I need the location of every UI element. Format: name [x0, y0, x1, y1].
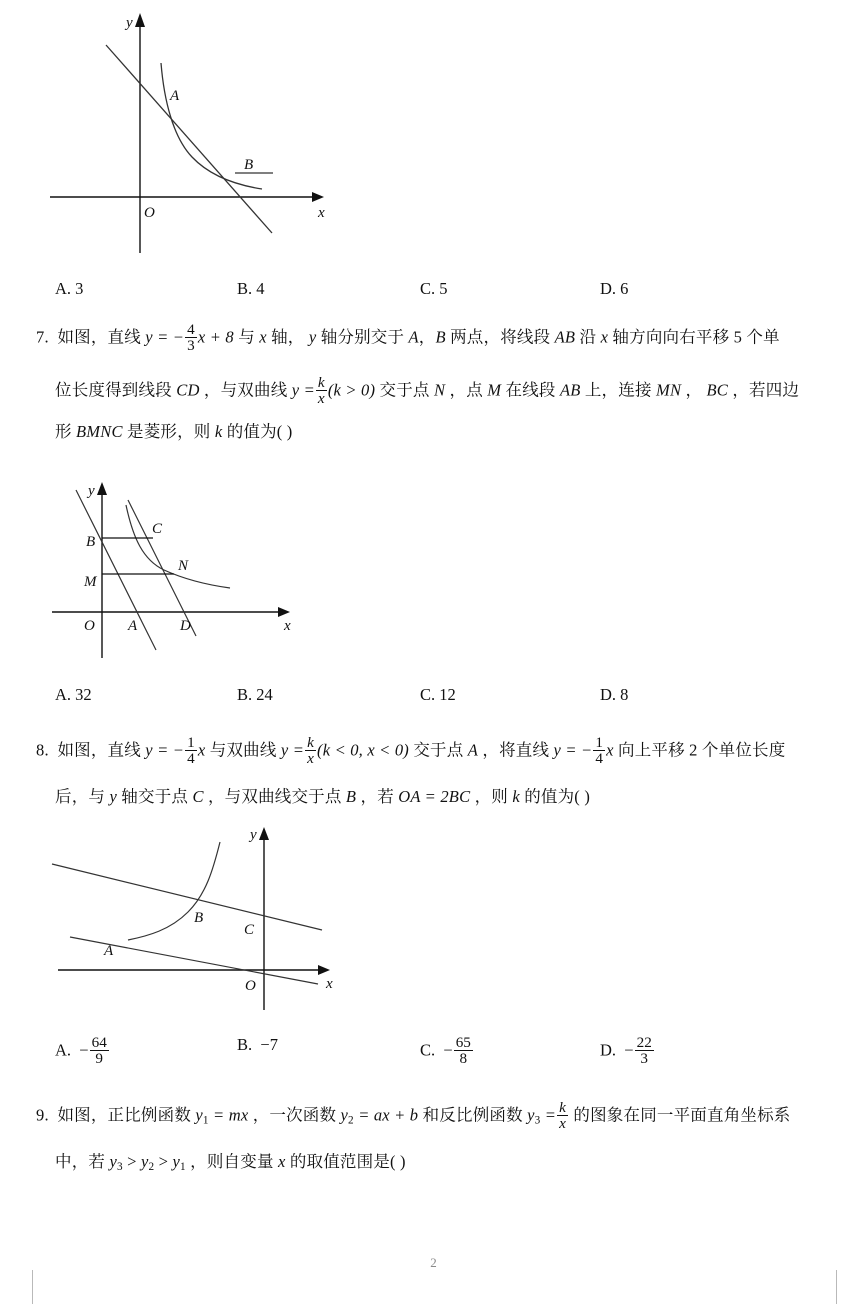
q9-l2-y2: y	[140, 1152, 149, 1171]
question-9-line-2	[55, 1150, 406, 1176]
option-q8-b-label: B.	[237, 1035, 253, 1054]
option-q6-c[interactable]	[420, 279, 448, 299]
question-8-number: 8.	[36, 740, 49, 760]
q9-l1-eq1: = mx	[213, 1105, 249, 1125]
q9-l2-text-a: 中，若	[55, 1152, 106, 1171]
origin-label: O	[84, 618, 95, 634]
q7-l3-k: k	[214, 422, 223, 441]
option-q8-d[interactable]	[600, 1035, 655, 1067]
q8-l1-eq2-lead: y =	[280, 740, 305, 760]
q7-l2-text-d: ，点	[449, 380, 483, 400]
option-q8-d-fraction	[635, 1035, 654, 1067]
q7-l1-eq-lead: y = −	[145, 327, 185, 347]
q8-l1-text-a: 如图，直线	[57, 740, 141, 760]
q8-l2-relation: OA = 2BC	[398, 787, 471, 806]
point-label-b: B	[244, 157, 254, 173]
options-row-q8	[55, 1035, 845, 1075]
x-axis-arrowhead	[312, 192, 324, 202]
q9-l1-text-c: 和反比例函数	[422, 1105, 523, 1125]
point-label-c: C	[244, 922, 255, 938]
option-q7-c-label: C.	[420, 685, 436, 704]
option-q7-a-label: A.	[55, 685, 72, 704]
point-label-m: M	[84, 574, 97, 590]
y-axis-arrowhead	[97, 482, 107, 495]
q7-l1-text-d: 轴分别交于	[320, 327, 405, 347]
option-q8-b-value: −7	[260, 1035, 278, 1054]
q9-l1-eq3-den: x	[559, 1115, 567, 1133]
q9-l2-text-c: 的取值范围是( )	[289, 1152, 406, 1171]
point-label-a: A	[170, 88, 180, 104]
q7-l1-eq-tail: x + 8	[197, 327, 234, 347]
option-q7-c[interactable]	[420, 685, 456, 705]
q7-l2-text-a: 位长度得到线段	[55, 380, 172, 400]
option-q6-b[interactable]	[237, 279, 265, 299]
q7-l2-ab: AB	[559, 380, 581, 400]
option-q8-a-den: 9	[90, 1050, 109, 1066]
point-label-d: D	[180, 618, 191, 634]
option-q7-a-value: 32	[75, 685, 92, 704]
q7-l1-x: x	[259, 327, 267, 347]
q7-l2-frac-num: k	[317, 374, 325, 391]
q9-l1-eq3-num: k	[559, 1099, 567, 1116]
crop-mark-left	[32, 1270, 33, 1304]
q8-l1-eq3-num: 1	[595, 734, 604, 751]
option-q6-c-value: 5	[439, 279, 448, 298]
x-axis-label: x	[284, 618, 291, 634]
x-axis-label: x	[326, 976, 333, 992]
q9-l2-text-b: ，则自变量	[190, 1152, 274, 1171]
option-q8-d-sign: −	[624, 1040, 634, 1060]
option-q8-d-den: 3	[635, 1050, 654, 1066]
q8-l1-text-c: 交于点	[413, 740, 464, 760]
q9-l2-y1: y	[172, 1152, 180, 1171]
y-axis-label: y	[250, 827, 257, 843]
q9-l1-text-a: 如图，正比例函数	[57, 1105, 192, 1125]
figure-q7	[40, 470, 310, 660]
q7-l2-text-h: ，若四边	[732, 380, 800, 400]
q9-l2-gt2: >	[158, 1152, 169, 1171]
q9-l2-y2-sub: 2	[148, 1161, 155, 1174]
q9-l1-y1-sub: 1	[202, 1114, 209, 1127]
option-q6-b-value: 4	[256, 279, 265, 298]
option-q8-d-num: 22	[636, 1034, 652, 1051]
option-q8-a-fraction	[90, 1035, 109, 1067]
q8-l2-point-b: B	[345, 787, 357, 806]
x-axis-label: x	[318, 205, 325, 221]
option-q6-c-label: C.	[420, 279, 436, 298]
q7-l3-text-c: 的值为( )	[226, 422, 293, 441]
q7-l3-text-b: 是菱形，则	[127, 422, 211, 441]
q9-l1-y2-sub: 2	[348, 1114, 354, 1127]
point-label-b: B	[194, 910, 204, 926]
q7-l1-comma: ，	[418, 327, 436, 347]
question-8-line-2	[55, 785, 590, 810]
q8-l2-text-f: 的值为( )	[524, 787, 591, 806]
option-q7-c-value: 12	[439, 685, 456, 704]
option-q6-d-label: D.	[600, 279, 617, 298]
q9-l1-eq3-lead: =	[544, 1105, 557, 1125]
q7-l1-text-f: 沿	[579, 327, 597, 347]
y-axis-label: y	[126, 15, 133, 31]
figure-q6	[40, 5, 330, 255]
q9-l1-y2: y	[340, 1105, 349, 1125]
crop-mark-right	[836, 1270, 837, 1304]
q9-l2-x: x	[277, 1152, 286, 1171]
q7-l2-text-g: ，	[685, 380, 703, 400]
option-q7-b-label: B.	[237, 685, 253, 704]
origin-label: O	[144, 205, 155, 221]
q7-l1-frac-num: 4	[187, 321, 195, 338]
option-q6-a-label: A.	[55, 279, 72, 298]
point-label-b: B	[86, 534, 96, 550]
q8-l2-text-d: ，若	[360, 787, 394, 806]
q9-l1-y3: y	[527, 1105, 535, 1125]
options-row-q6	[55, 279, 845, 305]
option-q8-c-den: 8	[454, 1050, 473, 1066]
q8-l1-text-e: 向上平移 2 个单位长度	[618, 740, 786, 760]
options-row-q7	[55, 685, 845, 711]
q7-l2-m: M	[487, 380, 502, 400]
q7-l1-text-e: 两点，将线段	[450, 327, 551, 347]
q8-l1-text-b: 与双曲线	[209, 740, 277, 760]
point-label-a: A	[128, 618, 138, 634]
option-q8-c[interactable]	[420, 1035, 474, 1067]
option-q8-c-sign: −	[443, 1040, 453, 1060]
question-8-line-1	[36, 735, 785, 767]
q8-l2-point-c: C	[192, 787, 204, 806]
option-q8-d-label: D.	[600, 1040, 617, 1060]
q7-l2-n: N	[433, 380, 446, 400]
q8-l1-point-a: A	[467, 740, 479, 760]
option-q7-d[interactable]	[600, 685, 628, 705]
option-q7-a[interactable]	[55, 685, 92, 705]
q7-l2-mn: MN	[656, 380, 682, 400]
q9-l1-y1: y	[195, 1105, 203, 1125]
y-axis-arrowhead	[135, 13, 145, 27]
figure-q8	[38, 822, 358, 1012]
question-9-number: 9.	[36, 1105, 49, 1125]
q7-l2-fraction	[316, 375, 327, 407]
q7-l1-x2: x	[600, 327, 609, 347]
q9-l2-y3-sub: 3	[116, 1161, 123, 1174]
q7-l1-text-g: 轴方向向右平移 5 个单	[612, 327, 780, 347]
q7-l2-eq-lead: y =	[291, 380, 315, 400]
option-q8-c-label: C.	[420, 1040, 436, 1060]
question-9-line-1	[36, 1100, 791, 1132]
q7-l2-text-e: 在线段	[505, 380, 556, 400]
q9-l2-y3: y	[109, 1152, 117, 1171]
q8-l1-eq1-fraction	[185, 735, 197, 767]
y-axis-label: y	[88, 483, 95, 499]
option-q8-c-fraction	[454, 1035, 473, 1067]
q8-l1-eq3-fraction	[593, 735, 605, 767]
q7-l2-frac-den: x	[317, 390, 325, 408]
option-q8-a-num: 64	[91, 1034, 107, 1051]
q8-l2-text-b: 轴交于点	[121, 787, 189, 806]
point-label-c: C	[152, 521, 163, 537]
q9-l1-text-b: ，一次函数	[252, 1105, 337, 1125]
point-label-n: N	[178, 558, 189, 574]
y-axis-arrowhead	[259, 827, 269, 840]
q7-l1-text-c: 轴，	[271, 327, 305, 347]
q8-l1-eq2-num: k	[307, 734, 315, 751]
q9-l1-eq3-fraction	[557, 1100, 568, 1132]
q7-l2-text-b: ，与双曲线	[203, 380, 288, 400]
x-axis-arrowhead	[318, 965, 330, 975]
q8-l1-eq3-tail: x	[606, 740, 614, 760]
straight-line	[106, 45, 272, 233]
question-7-line-1	[36, 322, 780, 354]
q7-l2-condition: (k > 0)	[327, 380, 376, 400]
option-q6-b-label: B.	[237, 279, 253, 298]
q8-l2-text-a: 后，与	[55, 787, 106, 806]
q8-l1-eq3-lead: y = −	[553, 740, 593, 760]
option-q8-c-num: 65	[455, 1034, 471, 1051]
option-q7-d-label: D.	[600, 685, 617, 704]
q7-l1-frac-den: 3	[187, 337, 195, 355]
q8-l1-eq1-lead: y = −	[145, 740, 185, 760]
q7-l1-text-b: 与	[238, 327, 255, 347]
q7-l2-text-c: 交于点	[379, 380, 430, 400]
option-q6-d-value: 6	[620, 279, 629, 298]
hyperbola-curve	[126, 505, 230, 588]
option-q8-a[interactable]	[55, 1035, 110, 1067]
q9-l1-eq2: = ax + b	[358, 1105, 419, 1125]
question-7-line-2	[55, 375, 799, 407]
option-q8-b[interactable]	[237, 1035, 278, 1055]
line-translated	[52, 864, 322, 930]
option-q7-b-value: 24	[256, 685, 273, 704]
q8-l1-eq3-den: 4	[595, 750, 604, 768]
q8-l1-eq2-condition: (k < 0, x < 0)	[317, 740, 409, 760]
q7-l1-ab: AB	[554, 327, 576, 347]
page-number: 2	[430, 1255, 437, 1270]
q7-l2-bc: BC	[706, 380, 728, 400]
option-q8-a-sign: −	[79, 1040, 89, 1060]
option-q6-a[interactable]	[55, 279, 83, 299]
q8-l2-k: k	[512, 787, 520, 806]
q7-l3-text-a: 形	[55, 422, 72, 441]
option-q8-a-label: A.	[55, 1040, 72, 1060]
option-q6-d[interactable]	[600, 279, 628, 299]
q8-l2-y: y	[109, 787, 117, 806]
q8-l2-text-e: ，则	[474, 787, 509, 806]
option-q6-a-value: 3	[75, 279, 84, 298]
q8-l1-eq2-den: x	[307, 750, 315, 768]
q7-l1-fraction	[185, 322, 197, 354]
q9-l2-y1-sub: 1	[180, 1161, 186, 1174]
q9-l1-y3-sub: 3	[534, 1114, 541, 1127]
origin-label: O	[245, 978, 256, 994]
q7-l2-cd: CD	[176, 380, 200, 400]
q8-l1-eq1-den: 4	[187, 750, 195, 768]
q8-l1-eq1-num: 1	[187, 734, 195, 751]
q8-l1-text-d: ，将直线	[482, 740, 550, 760]
question-7-line-3	[55, 420, 293, 445]
q7-l3-bmnc: BMNC	[76, 422, 123, 441]
q8-l2-text-c: ，与双曲线交于点	[207, 787, 342, 806]
q8-l1-eq1-tail: x	[197, 740, 206, 760]
q7-l1-point-a: A	[408, 327, 419, 347]
option-q7-d-value: 8	[620, 685, 629, 704]
q7-l1-y: y	[308, 327, 317, 347]
x-axis-arrowhead	[278, 607, 290, 617]
hyperbola-curve	[128, 842, 220, 940]
q7-l1-text-a: 如图，直线	[57, 327, 141, 347]
question-7-number: 7.	[36, 327, 49, 347]
q8-l1-eq2-fraction	[305, 735, 316, 767]
point-label-a: A	[104, 943, 114, 959]
q7-l2-text-f: 上，连接	[584, 380, 652, 400]
option-q7-b[interactable]	[237, 685, 273, 705]
q9-l2-gt1: >	[127, 1152, 137, 1171]
q7-l1-point-b: B	[435, 327, 446, 347]
q9-l1-text-d: 的图象在同一平面直角坐标系	[573, 1105, 791, 1125]
